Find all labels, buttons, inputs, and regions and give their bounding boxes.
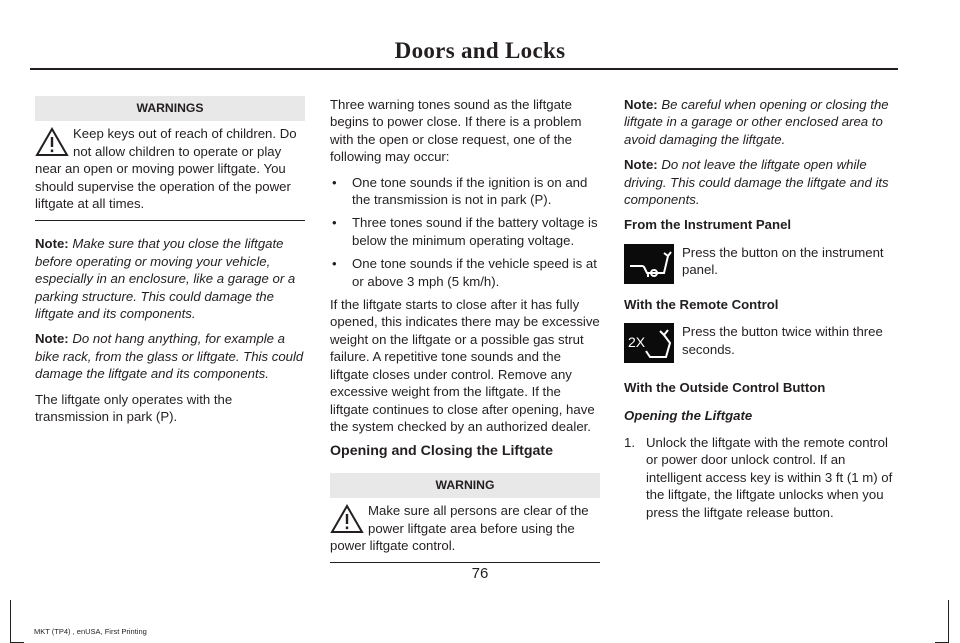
instrument-panel-label: From the Instrument Panel	[624, 217, 792, 233]
note-no-hanging: Note: Do not hang anything, for example a bike rack, from the glass or liftgate. This could damage the liftgate and its components.	[35, 331, 304, 382]
warning-triangle-icon	[330, 504, 364, 534]
remote-control-label: With the Remote Control	[624, 296, 779, 312]
remote-control-row	[624, 323, 896, 363]
page-number: 76	[471, 565, 489, 582]
list-item: • One tone sounds if the ignition is on and the transmission is not in park (P).	[330, 174, 600, 209]
tones-intro: Three warning tones sound as the liftgate begins to power close. If there is a problem with the open or close request, one of the following may occur:	[330, 97, 582, 165]
warning-triangle-icon	[35, 127, 69, 157]
list-item: 1. Unlock the liftgate with the remote control or power door unlock control. If an intelligent access key is within 3 ft (1 m) of the liftgate, the liftgate unlocks when you press the liftgate release button.	[624, 435, 893, 520]
note-close-liftgate: Note: Make sure that you close the liftgate before operating or moving your vehicle, especially in an enclosure, like a garage or a parking structure. This could damage the liftgate and its components.	[35, 236, 296, 322]
warnings-heading: WARNINGS	[35, 96, 305, 121]
opening-steps	[624, 434, 896, 521]
column-3	[624, 96, 896, 521]
outside-button-label: With the Outside Control Button	[624, 380, 826, 396]
warning-heading: WARNING	[330, 473, 600, 498]
print-info: MKT (TP4) , enUSA, First Printing	[34, 627, 147, 636]
crop-mark	[10, 600, 11, 643]
remote-control-text: Press the button twice within three seconds.	[682, 324, 883, 357]
remote-2x-label: 2X	[628, 334, 646, 351]
list-item: • Three tones sound if the battery voltage is below the minimum operating voltage.	[330, 214, 600, 249]
page-title: Doors and Locks	[394, 38, 566, 63]
note-garage: Note: Be careful when opening or closing the liftgate in a garage or other enclosed area to avoid damaging the liftgate.	[624, 97, 889, 147]
warning-text: Make sure all persons are clear of the power liftgate area before using the power liftgate control.	[330, 503, 589, 553]
tone-list	[330, 174, 600, 290]
opening-liftgate-label: Opening the Liftgate	[624, 407, 753, 423]
list-item: • One tone sounds if the vehicle speed is at or above 3 mph (5 km/h).	[330, 255, 600, 290]
warning-text: Keep keys out of reach of children. Do not allow children to operate or play near an open or moving power liftgate. You should supervise the operation of the power liftgate at all times.	[35, 126, 297, 212]
remote-liftgate-icon	[624, 323, 674, 363]
column-1	[35, 96, 305, 434]
note-open-driving: Note: Do not leave the liftgate open while driving. This could damage the liftgate and its components.	[624, 157, 889, 208]
excess-weight-paragraph: If the liftgate starts to close after it has fully opened, this indicates there may be excessive weight on the liftgate or a possible gas strut failure. A repetitive tone sounds and the liftgate closes under control. Remove any excessive weight from the liftgate. If the liftgate continues to close after opening, have the system checked by an authorized dealer.	[330, 297, 600, 434]
instrument-panel-row	[624, 244, 896, 284]
liftgate-button-icon	[624, 244, 674, 284]
header-rule	[30, 68, 898, 70]
warning-box	[330, 502, 600, 563]
warning-box	[35, 125, 305, 221]
park-paragraph: The liftgate only operates with the transmission in park (P).	[35, 391, 233, 425]
instrument-panel-text: Press the button on the instrument panel.	[682, 244, 884, 278]
crop-mark	[948, 600, 949, 643]
section-heading: Opening and Closing the Liftgate	[330, 443, 554, 460]
column-2	[330, 96, 600, 577]
